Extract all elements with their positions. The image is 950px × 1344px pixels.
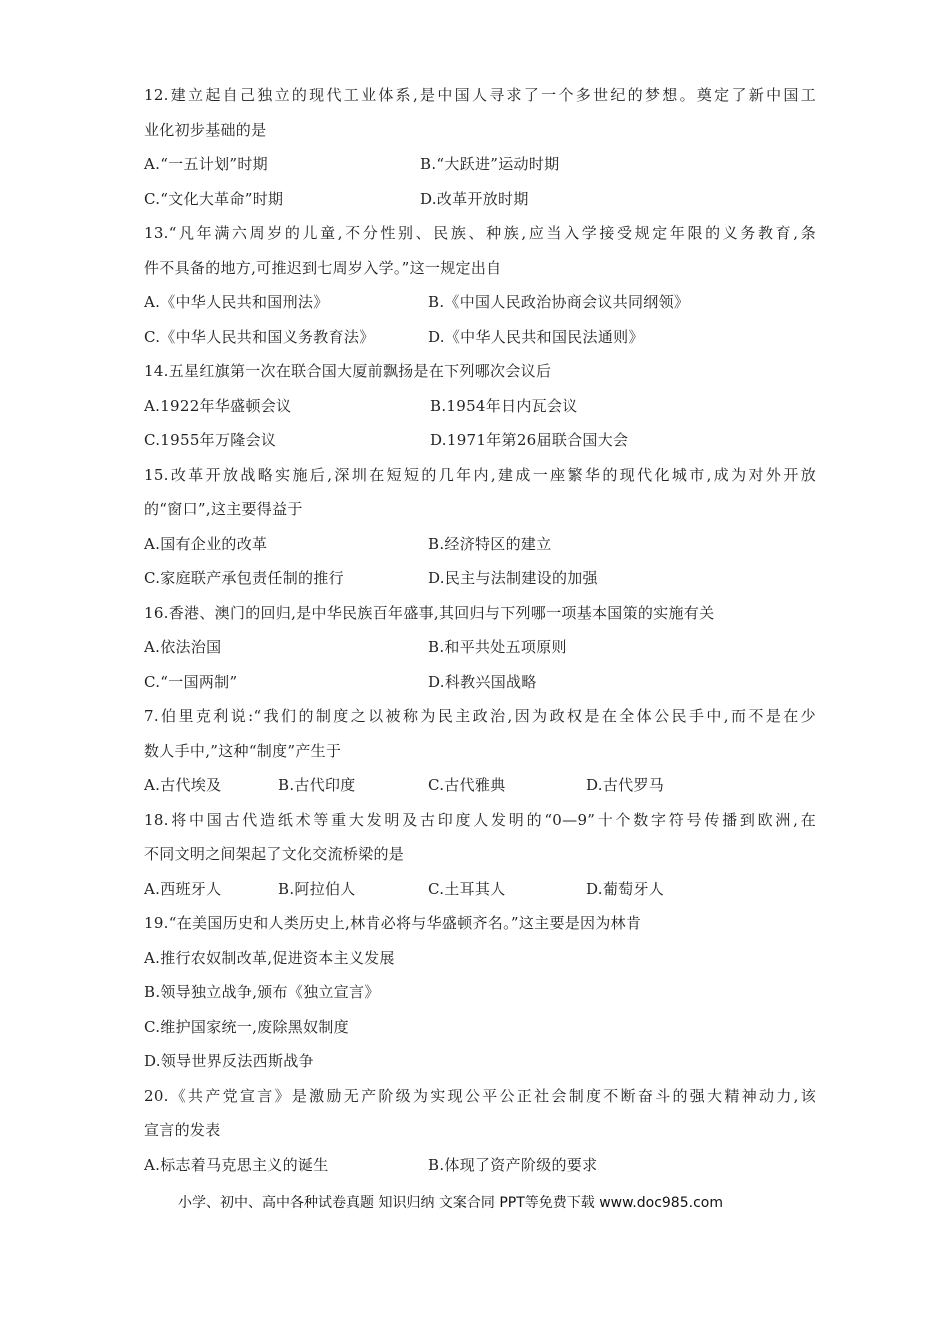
question-20-option-a: A.标志着马克思主义的诞生 [144,1155,329,1174]
question-17-stem-line-1: 7.伯里克利说:“我们的制度之以被称为民主政治,因为政权是在全体公民手中,而不是在少 [144,707,816,725]
question-17-option-b: B.古代印度 [278,776,356,794]
question-14-option-d: D.1971年第26届联合国大会 [430,431,629,449]
question-16-options-row-2 [144,665,816,700]
question-19-option-b: B.领导独立战争,颁布《独立宣言》 [144,983,380,1001]
question-16-options-row-1 [144,630,816,665]
question-17-option-d: D.古代罗马 [586,776,665,794]
page-footer: 小学、初中、高中各种试卷真题 知识归纳 文案合同 PPT等免费下载 www.doc985.com [178,1195,723,1211]
question-17-options-row [144,768,816,803]
question-15-stem-line-1: 15.改革开放战略实施后,深圳在短短的几年内,建成一座繁华的现代化城市,成为对外开放 [144,465,816,484]
question-14-option-a: A.1922年华盛顿会议 [144,396,292,415]
question-19-option-d: D.领导世界反法西斯战争 [144,1052,314,1070]
question-15-option-c: C.家庭联产承包责任制的推行 [144,569,344,587]
question-20-stem-line-2: 宣言的发表 [144,1121,221,1139]
question-12-option-c: C.“文化大革命”时期 [144,189,284,208]
question-19-option-a: A.推行农奴制改革,促进资本主义发展 [144,948,395,967]
question-18-option-d: D.葡萄牙人 [586,879,665,898]
question-19-option-c: C.维护国家统一,废除黑奴制度 [144,1017,349,1036]
question-12-stem-line-1: 12.建立起自己独立的现代工业体系,是中国人寻求了一个多世纪的梦想。奠定了新中国工 [144,86,816,104]
question-14-option-b: B.1954年日内瓦会议 [430,396,578,415]
question-13-stem-line-1: 13.“凡年满六周岁的儿童,不分性别、民族、种族,应当入学接受规定年限的义务教育,条 [144,224,816,242]
question-18-options-row [144,872,816,907]
question-12-options-row-2 [144,182,816,217]
question-16-option-d: D.科教兴国战略 [428,672,537,691]
question-15-option-b: B.经济特区的建立 [428,534,552,553]
question-14-option-c: C.1955年万隆会议 [144,431,277,449]
question-13-option-a: A.《中华人民共和国刑法》 [144,293,329,311]
question-12-options-row-1 [144,147,816,182]
question-16-option-a: A.依法治国 [144,638,222,656]
question-13-options-row-1 [144,285,816,320]
question-19-stem-line-1: 19.“在美国历史和人类历史上,林肯必将与华盛顿齐名。”这主要是因为林肯 [144,914,642,932]
question-17-option-a: A.古代埃及 [144,776,222,794]
question-12-option-a: A.“一五计划”时期 [144,155,268,173]
question-15-stem-line-2: 的“窗口”,这主要得益于 [144,500,303,518]
question-18-option-b: B.阿拉伯人 [278,879,356,898]
question-17-stem-line-2: 数人手中,”这种“制度”产生于 [144,741,342,760]
question-16-stem-line-1: 16.香港、澳门的回归,是中华民族百年盛事,其回归与下列哪一项基本国策的实施有关 [144,603,715,622]
question-14-stem-line-1: 14.五星红旗第一次在联合国大厦前飘扬是在下列哪次会议后 [144,362,552,380]
question-18-option-c: C.土耳其人 [428,879,506,898]
question-13-stem-line-2: 件不具备的地方,可推迟到七周岁入学。”这一规定出自 [144,258,502,277]
question-14-options-row-2 [144,423,816,458]
question-16-option-b: B.和平共处五项原则 [428,638,567,656]
question-14-options-row-1 [144,389,816,424]
question-12-option-b: B.“大跃进”运动时期 [420,155,560,173]
question-15-options-row-2 [144,561,816,596]
question-12-option-d: D.改革开放时期 [420,189,529,208]
exam-page [144,78,816,1182]
question-16-option-c: C.“一国两制” [144,672,238,691]
question-20-stem-line-1: 20.《共产党宣言》是激励无产阶级为实现公平公正社会制度不断奋斗的强大精神动力,该 [144,1086,816,1105]
question-18-stem-line-1: 18.将中国古代造纸术等重大发明及古印度人发明的“0—9”十个数字符号传播到欧洲,在 [144,810,816,829]
question-18-option-a: A.西班牙人 [144,879,222,898]
question-15-options-row-1 [144,527,816,562]
question-12-stem-line-2: 业化初步基础的是 [144,120,267,139]
question-20-options-row-1 [144,1148,816,1183]
question-15-option-d: D.民主与法制建设的加强 [428,569,598,587]
question-13-option-c: C.《中华人民共和国义务教育法》 [144,327,375,346]
question-20-option-b: B.体现了资产阶级的要求 [428,1155,598,1174]
question-15-option-a: A.国有企业的改革 [144,534,268,553]
question-17-option-c: C.古代雅典 [428,776,506,794]
question-13-option-b: B.《中国人民政治协商会议共同纲领》 [428,293,690,311]
question-18-stem-line-2: 不同文明之间架起了文化交流桥梁的是 [144,845,405,863]
question-13-options-row-2 [144,320,816,355]
question-13-option-d: D.《中华人民共和国民法通则》 [428,327,644,346]
